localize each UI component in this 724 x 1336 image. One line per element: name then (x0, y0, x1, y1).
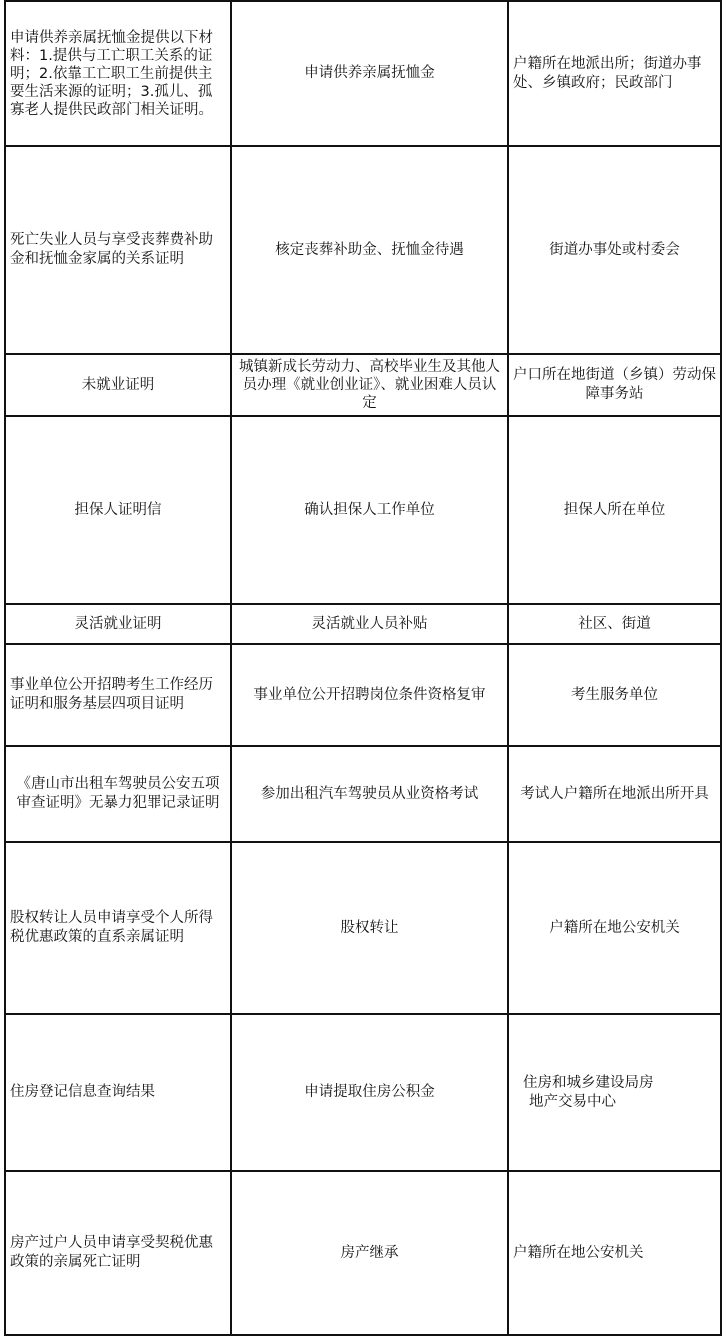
matter-cell: 股权转让 (231, 842, 508, 1014)
issuer-line: 住房和城乡建设局房 (523, 1074, 654, 1091)
table-row (5, 746, 721, 842)
material-cell: 灵活就业证明 (5, 604, 231, 644)
issuer-cell: 街道办事处或村委会 (508, 146, 721, 354)
material-cell: 住房登记信息查询结果 (5, 1014, 231, 1171)
issuer-cell: 户籍所在地公安机关 (508, 842, 721, 1014)
issuer-cell: 考试人户籍所在地派出所开具 (508, 746, 721, 842)
material-cell: 《唐山市出租车驾驶员公安五项审查证明》无暴力犯罪记录证明 (5, 746, 231, 842)
table-row (5, 354, 721, 416)
material-cell: 事业单位公开招聘考生工作经历证明和服务基层四项目证明 (5, 644, 231, 746)
material-cell: 股权转让人员申请享受个人所得税优惠政策的直系亲属证明 (5, 842, 231, 1014)
table-row (5, 644, 721, 746)
material-cell: 未就业证明 (5, 354, 231, 416)
material-cell: 房产过户人员申请享受契税优惠政策的亲属死亡证明 (5, 1171, 231, 1335)
table-row (5, 1014, 721, 1171)
issuer-cell: 社区、街道 (508, 604, 721, 644)
issuer-cell (508, 1014, 721, 1171)
matter-cell: 确认担保人工作单位 (231, 416, 508, 604)
matter-cell: 核定丧葬补助金、抚恤金待遇 (231, 146, 508, 354)
matter-cell: 灵活就业人员补贴 (231, 604, 508, 644)
matter-cell: 申请提取住房公积金 (231, 1014, 508, 1171)
table-row (5, 1, 721, 146)
matter-cell: 城镇新成长劳动力、高校毕业生及其他人员办理《就业创业证》、就业困难人员认定 (231, 354, 508, 416)
material-cell: 死亡失业人员与享受丧葬费补助金和抚恤金家属的关系证明 (5, 146, 231, 354)
certificate-table (4, 0, 722, 1336)
issuer-cell: 担保人所在单位 (508, 416, 721, 604)
issuer-cell: 户口所在地街道（乡镇）劳动保障事务站 (508, 354, 721, 416)
table-row (5, 146, 721, 354)
matter-cell: 申请供养亲属抚恤金 (231, 1, 508, 146)
material-cell: 申请供养亲属抚恤金提供以下材料：1.提供与工亡职工关系的证明；2.依靠工亡职工生前提供主要生活来源的证明；3.孤儿、孤寡老人提供民政部门相关证明。 (5, 1, 231, 146)
issuer-cell: 户籍所在地公安机关 (508, 1171, 721, 1335)
issuer-line: 地产交易中心 (529, 1093, 616, 1110)
table-row (5, 1171, 721, 1335)
table-row (5, 604, 721, 644)
issuer-cell: 考生服务单位 (508, 644, 721, 746)
table-row (5, 842, 721, 1014)
issuer-cell: 户籍所在地派出所；街道办事处、乡镇政府；民政部门 (508, 1, 721, 146)
matter-cell: 事业单位公开招聘岗位条件资格复审 (231, 644, 508, 746)
table-row (5, 416, 721, 604)
matter-cell: 参加出租汽车驾驶员从业资格考试 (231, 746, 508, 842)
matter-cell: 房产继承 (231, 1171, 508, 1335)
material-cell: 担保人证明信 (5, 416, 231, 604)
